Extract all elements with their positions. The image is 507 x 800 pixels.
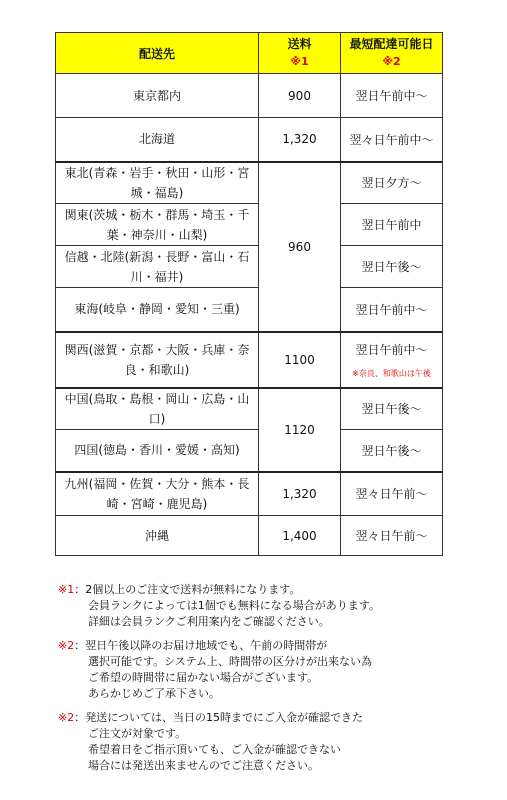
- dest-chugoku-line1: 中国(鳥取・島根・岡山・広島・山: [64, 391, 250, 406]
- table-row: [56, 204, 443, 246]
- dest-kanto: [56, 204, 259, 246]
- dest-tohoku-line2: 城・福島): [130, 185, 184, 200]
- day-tokyo: 翌日午前中〜: [341, 74, 443, 118]
- day-kyushu: 翌々日午前〜: [341, 472, 443, 516]
- table-row: [56, 332, 443, 388]
- header-fee-mark: ※1: [290, 55, 309, 68]
- dest-shikoku: 四国(徳島・香川・愛媛・高知): [56, 430, 259, 472]
- day-okinawa: 翌々日午前〜: [341, 516, 443, 556]
- footnote-3-line1: ：発送については、当日の15時までにご入金が確認できた: [74, 711, 363, 724]
- footnote-3-line4: 場合には発送出来ませんのでご注意ください。: [88, 759, 319, 772]
- header-delivery: [341, 33, 443, 74]
- dest-shinetsu: [56, 246, 259, 288]
- header-destination-label: 配送先: [138, 46, 175, 61]
- dest-tohoku: [56, 162, 259, 204]
- dest-kyushu-line2: 崎・宮崎・鹿児島): [106, 496, 208, 511]
- footnote-1: [58, 582, 458, 630]
- table-row: [56, 74, 443, 118]
- dest-chugoku-line2: 口): [148, 411, 166, 426]
- dest-tohoku-line1: 東北(青森・岩手・秋田・山形・宮: [64, 165, 250, 180]
- dest-shinetsu-line1: 信越・北陸(新潟・長野・富山・石: [64, 249, 250, 264]
- header-delivery-label: 最短配達可能日: [349, 37, 434, 51]
- day-kansai: 翌日午前中〜: [355, 342, 428, 357]
- footnotes: [58, 582, 458, 782]
- table-row: [56, 162, 443, 204]
- day-hokkaido: 翌々日午前中〜: [341, 118, 443, 162]
- footnote-2-line1: ：翌日午後以降のお届け地域でも、午前の時間帯が: [74, 639, 328, 652]
- kansai-note: ※奈良、和歌山は午後: [352, 368, 431, 378]
- footnote-1-mark: ※1: [58, 583, 75, 596]
- dest-okinawa: 沖縄: [56, 516, 259, 556]
- dest-kanto-line1: 関東(茨城・栃木・群馬・埼玉・千: [64, 207, 250, 222]
- footnote-3-line2: ご注文が対象です。: [88, 727, 187, 740]
- day-shinetsu: 翌日午後〜: [341, 246, 443, 288]
- fee-okinawa: 1,400: [259, 516, 341, 556]
- dest-kansai-line1: 関西(滋賀・京都・大阪・兵庫・奈: [64, 342, 250, 357]
- table-row: [56, 472, 443, 516]
- day-kansai-cell: [341, 332, 443, 388]
- dest-chugoku: [56, 388, 259, 430]
- table-row: [56, 246, 443, 288]
- day-tohoku: 翌日夕方〜: [341, 162, 443, 204]
- dest-shinetsu-line2: 川・福井): [130, 269, 184, 284]
- header-fee-label: 送料: [287, 37, 312, 51]
- footnote-2-line4: あらかじめご了承下さい。: [88, 687, 220, 700]
- day-chugoku: 翌日午後〜: [341, 388, 443, 430]
- header-fee: [259, 33, 341, 74]
- dest-hokkaido: 北海道: [56, 118, 259, 162]
- footnote-2-line3: ご希望の時間帯に届かない場合がございます。: [88, 671, 319, 684]
- fee-group-1120: 1120: [259, 388, 341, 472]
- dest-tokai: 東海(岐阜・静岡・愛知・三重): [56, 288, 259, 332]
- table-row: [56, 430, 443, 472]
- footnote-1-line3: 詳細は会員ランクご利用案内をご確認ください。: [88, 615, 330, 628]
- dest-kyushu-line1: 九州(福岡・佐賀・大分・熊本・長: [64, 476, 250, 491]
- day-shikoku: 翌日午後〜: [341, 430, 443, 472]
- footnote-3-mark: ※2: [58, 711, 75, 724]
- day-kanto: 翌日午前中: [341, 204, 443, 246]
- shipping-rate-table: [55, 32, 443, 556]
- table-row: [56, 516, 443, 556]
- fee-kyushu: 1,320: [259, 472, 341, 516]
- footnote-2-mark: ※2: [58, 639, 75, 652]
- table-row: [56, 288, 443, 332]
- footnote-1-line2: 会員ランクによっては1個でも無料になる場合があります。: [88, 599, 380, 612]
- fee-group-960: 960: [259, 162, 341, 332]
- dest-kansai-line2: 良・和歌山): [124, 362, 190, 377]
- header-delivery-mark: ※2: [382, 55, 401, 68]
- table-row: [56, 118, 443, 162]
- table-row: [56, 388, 443, 430]
- header-destination: [56, 33, 259, 74]
- dest-tokyo: 東京都内: [56, 74, 259, 118]
- day-tokai: 翌日午前中〜: [341, 288, 443, 332]
- footnote-2-line2: 選択可能です。システム上、時間帯の区分けが出来ない為: [88, 655, 373, 668]
- fee-tokyo: 900: [259, 74, 341, 118]
- fee-kansai: 1100: [259, 332, 341, 388]
- footnote-1-line1: ：2個以上のご注文で送料が無料になります。: [74, 583, 301, 596]
- fee-hokkaido: 1,320: [259, 118, 341, 162]
- dest-kanto-line2: 葉・神奈川・山梨): [106, 227, 208, 242]
- footnote-2: [58, 638, 458, 702]
- dest-kansai: [56, 332, 259, 388]
- footnote-3: [58, 710, 458, 774]
- dest-kyushu: [56, 472, 259, 516]
- footnote-3-line3: 希望着日をご指示頂いても、ご入金が確認できない: [88, 743, 341, 756]
